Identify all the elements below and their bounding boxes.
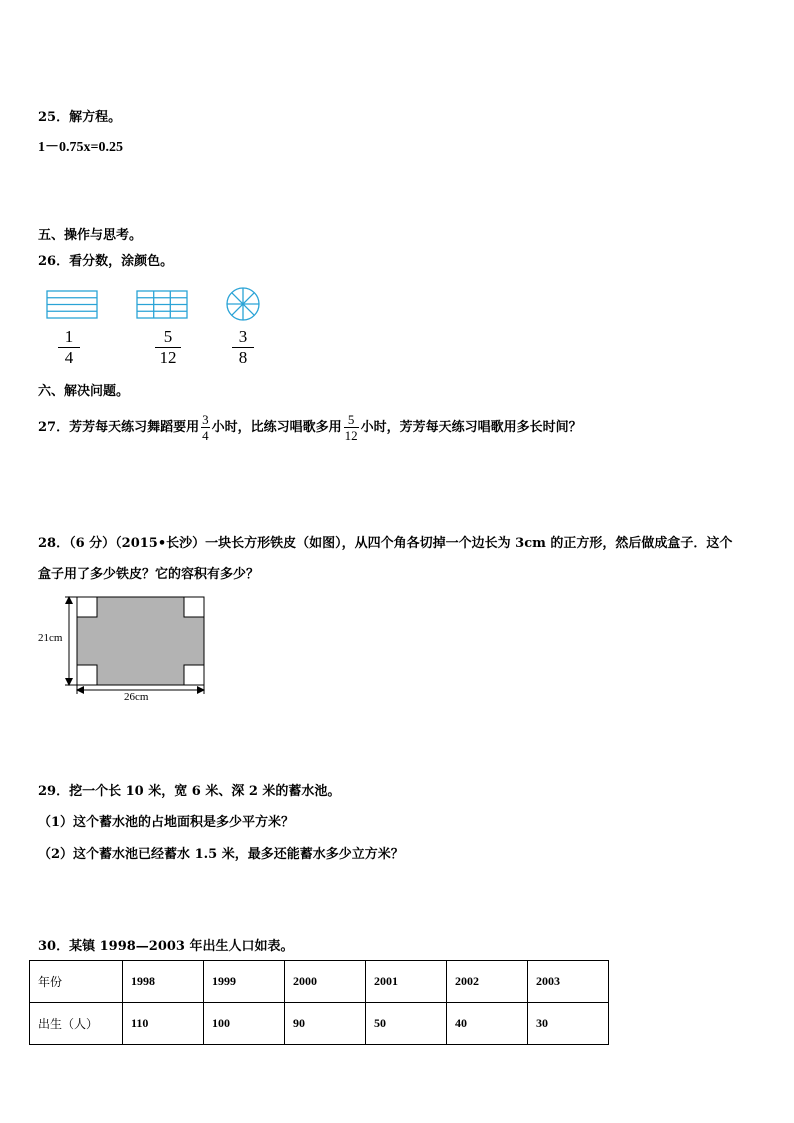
q25-equation: 1－0.75x=0.25 — [38, 140, 123, 155]
year-cell: 2002 — [447, 961, 528, 1003]
q29-title: 29．挖一个长 10 米，宽 6 米、深 2 米的蓄水池。 — [38, 784, 341, 799]
births-cell: 90 — [285, 1003, 366, 1045]
height-label: 21cm — [38, 632, 63, 644]
q26-title: 26．看分数，涂颜色。 — [38, 254, 174, 269]
year-cell: 2003 — [528, 961, 609, 1003]
q29-sub2: （2）这个蓄水池已经蓄水 1.5 米，最多还能蓄水多少立方米？ — [38, 847, 404, 862]
births-cell: 100 — [204, 1003, 285, 1045]
births-cell: 50 — [366, 1003, 447, 1045]
year-cell: 1999 — [204, 961, 285, 1003]
q27-text: 27．芳芳每天练习舞蹈要用 $\frac{3}{4}$ 小时，比练习唱歌多用 $\frac{5}{12}$ 小时，芳芳每天练习唱歌用多长时间？ — [38, 412, 582, 443]
q25-title: 25．解方程。 — [38, 110, 122, 125]
births-cell: 40 — [447, 1003, 528, 1045]
fraction-three-eighths: 3 8 — [232, 327, 254, 368]
q28-line1: 28．（6 分）（2015•长沙）一块长方形铁皮（如图），从四个角各切掉一个边长为 3cm 的正方形，然后做成盒子．这个 — [38, 536, 733, 551]
fraction-five-twelfths: 5 12 — [155, 327, 181, 368]
width-label: 26cm — [124, 691, 149, 703]
births-cell: 110 — [123, 1003, 204, 1045]
section-5-heading: 五、操作与思考。 — [38, 228, 143, 243]
year-cell: 2000 — [285, 961, 366, 1003]
circle-eighths-figure — [227, 288, 259, 320]
year-cell: 1998 — [123, 961, 204, 1003]
year-cell: 2001 — [366, 961, 447, 1003]
q30-title: 30．某镇 1998—2003 年出生人口如表。 — [38, 939, 294, 954]
q26-fraction-figures — [40, 284, 280, 324]
row-header-births: 出生（人） — [30, 1003, 123, 1045]
birth-population-table — [29, 960, 609, 1045]
section-6-heading: 六、解决问题。 — [38, 384, 130, 399]
q29-sub1: （1）这个蓄水池的占地面积是多少平方米？ — [38, 815, 295, 830]
fraction-five-twelfths-inline: $\frac{5}{12}$ — [344, 412, 358, 443]
rectangle-twelfths-figure — [137, 291, 187, 318]
fraction-three-quarters: $\frac{3}{4}$ — [202, 412, 209, 443]
q28-line2: 盒子用了多少铁皮？它的容积有多少？ — [38, 567, 260, 582]
rectangle-fourths-figure — [47, 291, 97, 318]
row-header-year: 年份 — [30, 961, 123, 1003]
table-row-births — [30, 1003, 609, 1045]
table-row-years — [30, 961, 609, 1003]
fraction-one-quarter: 1 4 — [58, 327, 80, 368]
births-cell: 30 — [528, 1003, 609, 1045]
